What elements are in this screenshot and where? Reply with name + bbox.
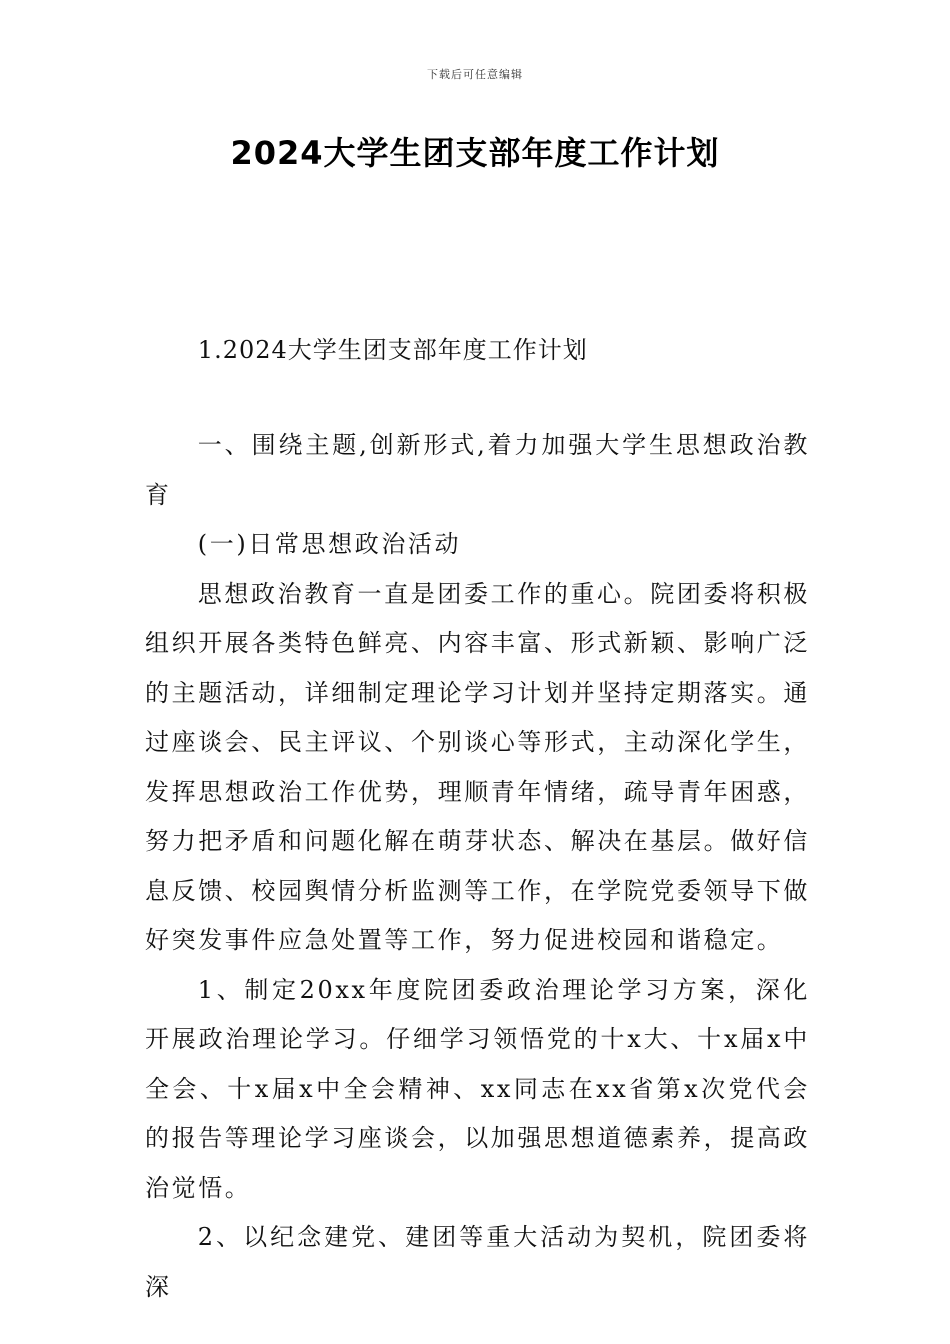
section-subtitle: 1.2024大学生团支部年度工作计划 bbox=[197, 336, 588, 364]
header-note: 下载后可任意编辑 bbox=[427, 68, 523, 81]
body-paragraph: 2、以纪念建党、建团等重大活动为契机，院团委将深 bbox=[145, 1223, 810, 1301]
body-paragraph: 思想政治教育一直是团委工作的重心。院团委将积极组织开展各类特色鲜亮、内容丰富、形式新颖、影响广泛的主题活动，详细制定理论学习计划并坚持定期落实。通过座谈会、民主评议、个别谈心等形式，主动深化学生，发挥思想政治工作优势，理顺青年情绪，疏导青年困惑，努力把矛盾和问题化解在萌芽状态、解决在基层。做好信息反馈、校园舆情分析监测等工作，在学院党委领导下做好突发事件应急处置等工作，努力促进校园和谐稳定。 bbox=[145, 579, 810, 954]
document-title: 2024大学生团支部年度工作计划 bbox=[230, 134, 720, 172]
document-body bbox=[145, 421, 810, 1312]
subsection-heading: (一)日常思想政治活动 bbox=[197, 530, 462, 558]
section-heading: 一、围绕主题,创新形式,着力加强大学生思想政治教育 bbox=[145, 431, 810, 509]
body-paragraph: 1、制定20xx年度院团委政治理论学习方案，深化开展政治理论学习。仔细学习领悟党的十x大、十x届x中全会、十x届x中全会精神、xx同志在xx省第x次党代会的报告等理论学习座谈会，以加强思想道德素养，提高政治觉悟。 bbox=[145, 975, 810, 1202]
